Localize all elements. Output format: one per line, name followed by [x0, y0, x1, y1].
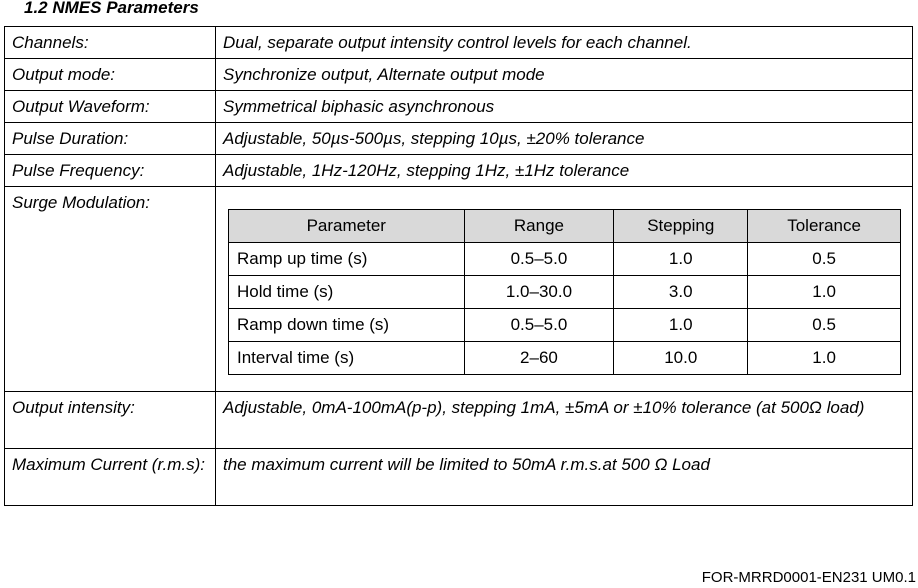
header-tolerance: Tolerance [748, 210, 901, 243]
row-value: Dual, separate output intensity control levels for each channel. [216, 27, 913, 59]
section-title: 1.2 NMES Parameters [24, 0, 199, 17]
table-row [5, 59, 913, 91]
surge-header-row [229, 210, 901, 243]
surge-stepping: 3.0 [614, 276, 748, 309]
row-label: Channels: [5, 27, 216, 59]
table-row [5, 123, 913, 155]
table-row [5, 449, 913, 506]
surge-parameter: Ramp down time (s) [229, 309, 465, 342]
surge-parameter: Interval time (s) [229, 342, 465, 375]
table-row [5, 392, 913, 449]
surge-tolerance: 1.0 [748, 276, 901, 309]
surge-tolerance: 0.5 [748, 243, 901, 276]
max-current-label: Maximum Current (r.m.s): [12, 455, 205, 474]
header-parameter: Parameter [229, 210, 465, 243]
row-value: Synchronize output, Alternate output mode [216, 59, 913, 91]
nmes-parameters-table [4, 26, 913, 506]
row-label: Output mode: [5, 59, 216, 91]
surge-row [5, 187, 913, 392]
header-stepping: Stepping [614, 210, 748, 243]
surge-table-row [229, 276, 901, 309]
row-value: Adjustable, 50µs-500µs, stepping 10µs, ±20% tolerance [216, 123, 913, 155]
table-row [5, 91, 913, 123]
surge-range: 1.0–30.0 [464, 276, 614, 309]
row-value: Adjustable, 0mA-100mA(p-p), stepping 1mA, ±5mA or ±10% tolerance (at 500Ω load) [216, 392, 913, 449]
surge-tolerance: 1.0 [748, 342, 901, 375]
table-row [5, 27, 913, 59]
row-label: Output Waveform: [5, 91, 216, 123]
surge-table-row [229, 243, 901, 276]
row-value: Adjustable, 1Hz-120Hz, stepping 1Hz, ±1Hz tolerance [216, 155, 913, 187]
surge-stepping: 10.0 [614, 342, 748, 375]
surge-modulation-table [228, 209, 901, 375]
surge-parameter: Hold time (s) [229, 276, 465, 309]
row-label: Pulse Duration: [5, 123, 216, 155]
surge-range: 2–60 [464, 342, 614, 375]
surge-table-row [229, 309, 901, 342]
surge-label: Surge Modulation: [5, 187, 216, 392]
surge-cell [216, 187, 913, 392]
surge-range: 0.5–5.0 [464, 243, 614, 276]
row-value: Symmetrical biphasic asynchronous [216, 91, 913, 123]
header-range: Range [464, 210, 614, 243]
surge-table-row [229, 342, 901, 375]
document-footer: FOR-MRRD0001-EN231 UM0.1 [701, 569, 916, 586]
row-label [5, 449, 216, 506]
surge-stepping: 1.0 [614, 243, 748, 276]
surge-parameter: Ramp up time (s) [229, 243, 465, 276]
surge-range: 0.5–5.0 [464, 309, 614, 342]
surge-stepping: 1.0 [614, 309, 748, 342]
row-value: the maximum current will be limited to 50mA r.m.s.at 500 Ω Load [216, 449, 913, 506]
surge-tolerance: 0.5 [748, 309, 901, 342]
table-row [5, 155, 913, 187]
row-label: Pulse Frequency: [5, 155, 216, 187]
row-label: Output intensity: [5, 392, 216, 449]
